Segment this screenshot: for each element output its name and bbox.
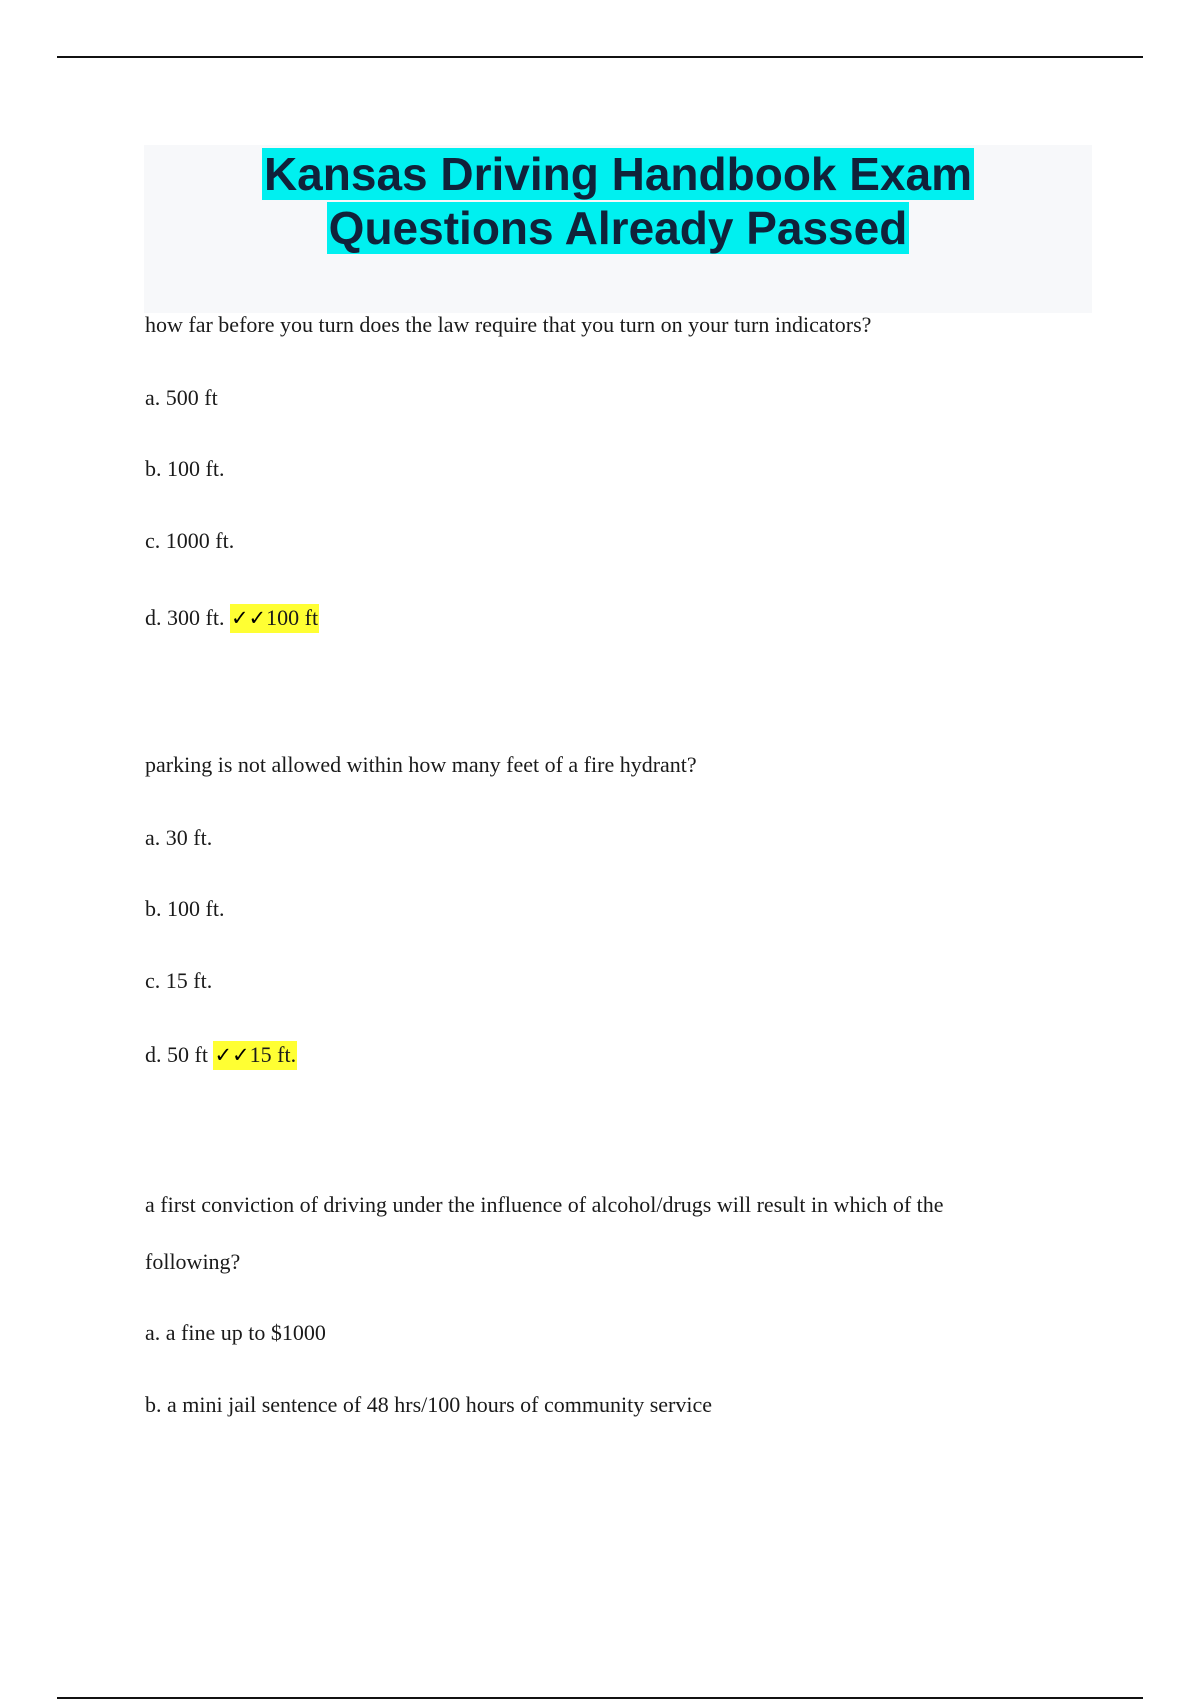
- double-check-icon: ✓✓: [230, 606, 267, 630]
- question-2-option-d-row: [145, 1041, 297, 1069]
- question-2-option-d: d. 50 ft: [145, 1042, 208, 1067]
- question-3-option-a: a. a fine up to $1000: [145, 1320, 326, 1345]
- question-1-answer: [230, 604, 319, 633]
- question-3-option-b: b. a mini jail sentence of 48 hrs/100 hours of community service: [145, 1392, 712, 1417]
- question-3-text-line-1: a first conviction of driving under the influence of alcohol/drugs will result in which of the: [145, 1192, 944, 1217]
- question-2-answer-text: 15 ft.: [249, 1042, 297, 1067]
- question-1-option-d-row: [145, 604, 319, 632]
- document-title: [144, 145, 1092, 255]
- question-2-option-a: a. 30 ft.: [145, 825, 213, 850]
- title-line-2: Questions Already Passed: [328, 202, 908, 254]
- question-1-option-b: b. 100 ft.: [145, 456, 225, 481]
- question-2-option-b: b. 100 ft.: [145, 896, 225, 921]
- bottom-rule: [57, 1697, 1143, 1699]
- double-check-icon: ✓✓: [214, 1043, 250, 1067]
- title-box: [144, 145, 1092, 313]
- question-1-text: how far before you turn does the law require that you turn on your turn indicators?: [145, 312, 872, 337]
- question-2-option-c: c. 15 ft.: [145, 968, 213, 993]
- question-2-text: parking is not allowed within how many feet of a fire hydrant?: [145, 752, 697, 777]
- question-1-option-a: a. 500 ft: [145, 385, 218, 410]
- title-line-1: Kansas Driving Handbook Exam: [263, 148, 973, 200]
- question-2-answer: [213, 1041, 297, 1070]
- question-1-answer-text: 100 ft: [266, 605, 319, 630]
- top-rule: [57, 56, 1143, 58]
- question-1-option-c: c. 1000 ft.: [145, 528, 235, 553]
- question-1-option-d: d. 300 ft.: [145, 605, 225, 630]
- question-3-text-line-2: following?: [145, 1249, 241, 1274]
